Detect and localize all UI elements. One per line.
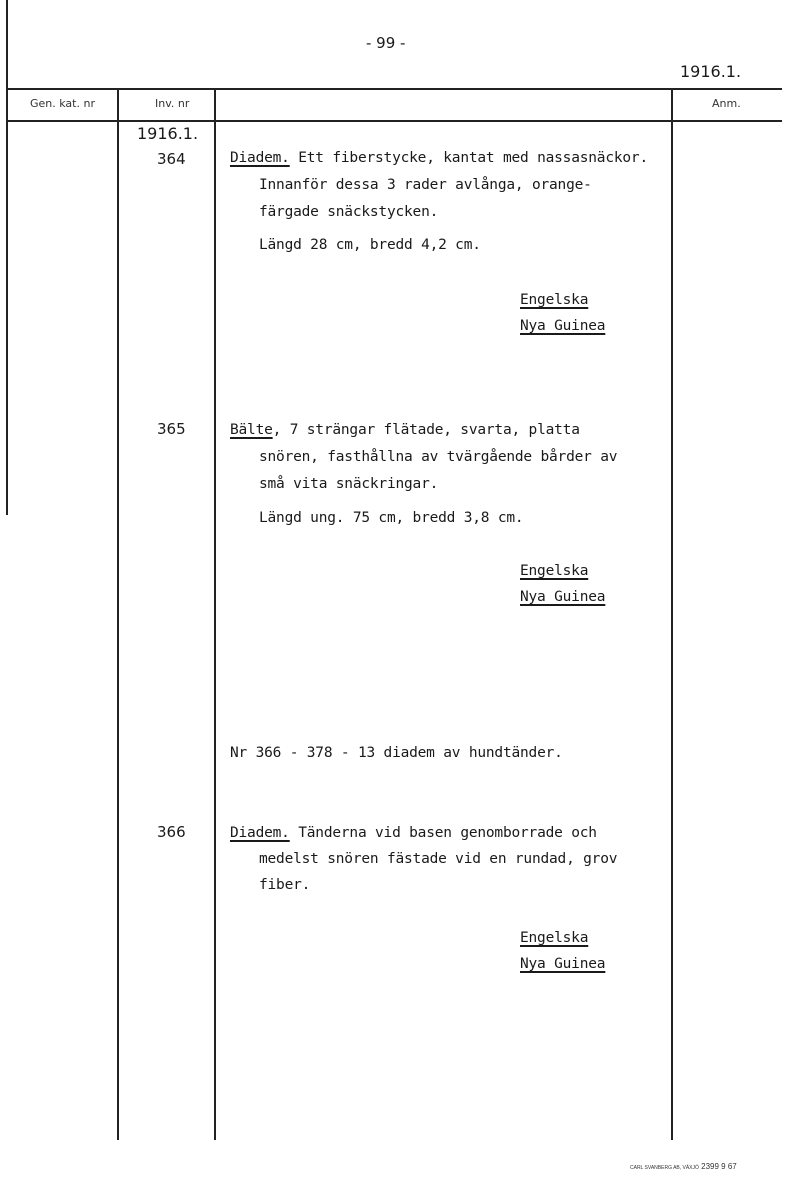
column-divider-3 (671, 88, 673, 1140)
entry-text: fiber. (259, 877, 311, 893)
entry-title: Diadem. (230, 150, 290, 166)
inv-number: 365 (157, 420, 186, 438)
column-divider-1 (117, 88, 119, 1140)
entry-text: Innanför dessa 3 rader avlånga, orange- (259, 177, 592, 193)
entry-origin: Engelska (520, 930, 589, 946)
entry-text: Ett fiberstycke, kantat med nassasnäckor. (289, 150, 648, 166)
header-gen-kat-nr: Gen. kat. nr (30, 97, 95, 110)
entry-origin: Nya Guinea (520, 589, 606, 605)
entry-text: färgade snäckstycken. (259, 204, 439, 220)
left-margin-line (6, 0, 8, 515)
entry-origin: Engelska (520, 563, 589, 579)
group-note: Nr 366 - 378 - 13 diadem av hundtänder. (230, 745, 563, 761)
entry-text: snören, fasthållna av tvärgående bårder av (259, 449, 618, 465)
printer-name: CARL SVANBERG AB, VÄXJÖ (630, 1165, 699, 1171)
entry-origin: Engelska (520, 292, 589, 308)
entry-text: medelst snören fästade vid en rundad, grov (259, 851, 618, 867)
entry-text: Tänderna vid basen genomborrade och (289, 825, 597, 841)
entry-measure: Längd 28 cm, bredd 4,2 cm. (259, 237, 481, 253)
entry-text: , 7 strängar flätade, svarta, platta (272, 422, 580, 438)
entry-origin: Nya Guinea (520, 318, 606, 334)
inv-number: 366 (157, 823, 186, 841)
header-anm: Anm. (712, 97, 741, 110)
entry-text: små vita snäckringar. (259, 476, 439, 492)
page-number: - 99 - (366, 34, 406, 52)
printer-imprint (630, 1162, 737, 1171)
entry-title: Diadem. (230, 825, 290, 841)
page-year: 1916.1. (680, 62, 742, 81)
entry-first-line (230, 825, 597, 841)
header-bottom-rule (6, 120, 782, 122)
entry-first-line (230, 150, 648, 166)
column-divider-2 (214, 88, 216, 1140)
form-code: 2399 9 67 (701, 1162, 737, 1171)
entry-title: Bälte (230, 422, 273, 438)
entry-measure: Längd ung. 75 cm, bredd 3,8 cm. (259, 510, 524, 526)
entry-origin: Nya Guinea (520, 956, 606, 972)
entry-first-line (230, 422, 580, 438)
section-year: 1916.1. (137, 124, 199, 143)
header-inv-nr: Inv. nr (155, 97, 190, 110)
inv-number: 364 (157, 150, 186, 168)
header-top-rule (6, 88, 782, 90)
